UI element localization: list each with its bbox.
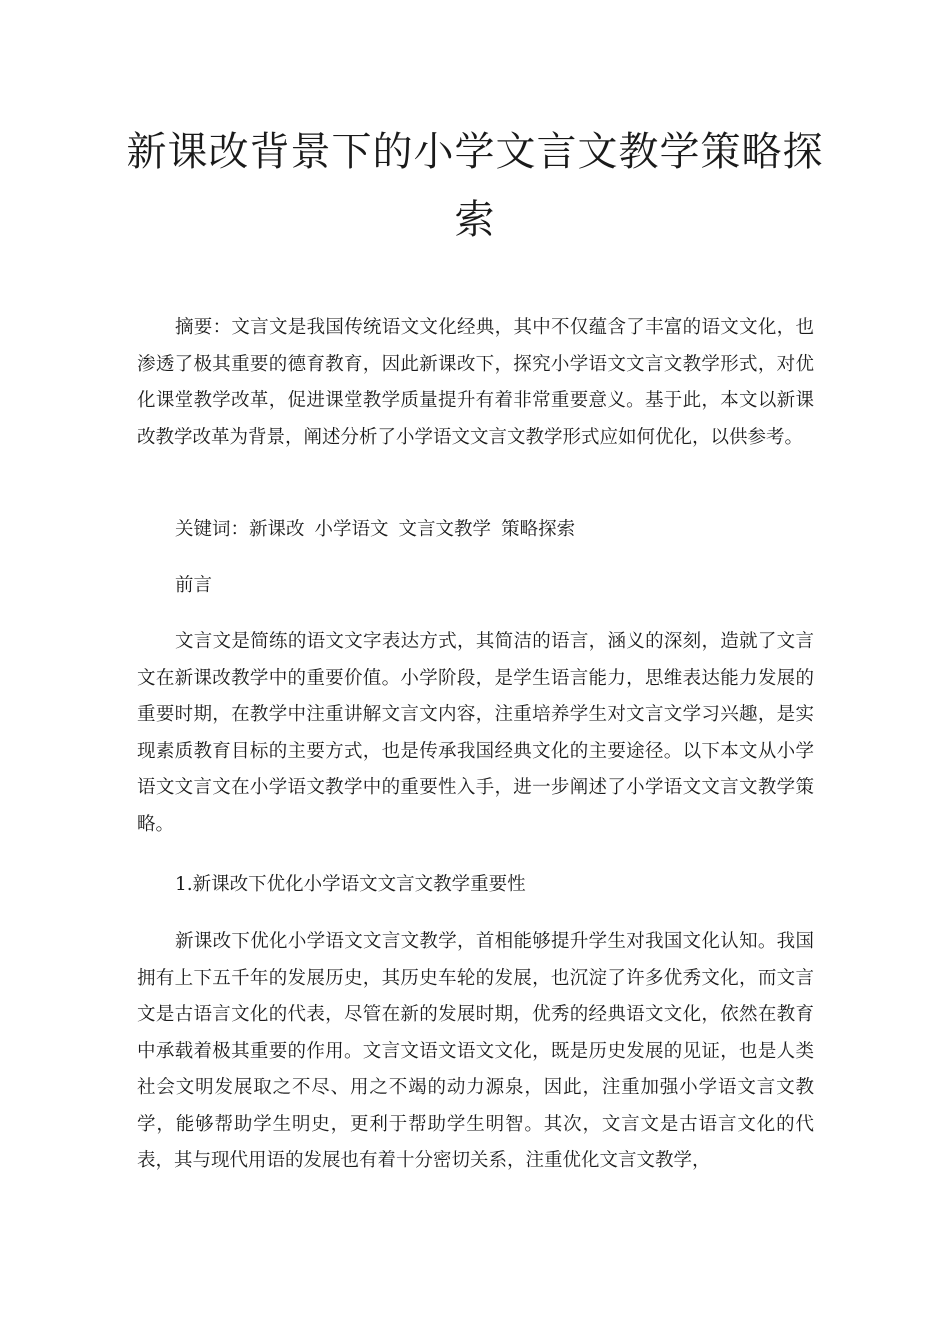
section-1-heading: 1.新课改下优化小学语文文言文教学重要性 xyxy=(175,874,526,895)
preface-paragraph: 文言文是简练的语文文字表达方式，其简洁的语言，涵义的深刻，造就了文言文在新课改教学中的重要价值。小学阶段，是学生语言能力，思维表达能力发展的重要时期，在教学中注重讲解文言文内容，注重培养学生对文言文学习兴趣，是实现素质教育目标的主要方式，也是传承我国经典文化的主要途径。以下本文从小学语文文言文在小学语文教学中的重要性入手，进一步阐述了小学语文文言文教学策略。 xyxy=(137,631,814,835)
document-title xyxy=(120,118,830,254)
keyword-item: 新课改 xyxy=(249,519,305,540)
keyword-item: 小学语文 xyxy=(314,519,389,540)
keywords-line xyxy=(137,512,814,549)
title-line-2: 索 xyxy=(454,197,496,243)
keywords-label: 关键词： xyxy=(175,519,250,540)
keyword-item: 策略探索 xyxy=(501,519,576,540)
title-line-1: 新课改背景下的小学文言文教学策略探 xyxy=(126,129,824,175)
abstract-paragraph: 摘要：文言文是我国传统语文文化经典，其中不仅蕴含了丰富的语文文化，也渗透了极其重要的德育教育，因此新课改下，探究小学语文文言文教学形式，对优化课堂教学改革，促进课堂教学质量提升有着非常重要意义。基于此，本文以新课改教学改革为背景，阐述分析了小学语文文言文教学形式应如何优化，以供参考。 xyxy=(137,317,814,448)
keyword-item: 文言文教学 xyxy=(398,519,492,540)
section-1-paragraph: 新课改下优化小学语文文言文教学，首相能够提升学生对我国文化认知。我国拥有上下五千年的发展历史，其历史车轮的发展，也沉淀了许多优秀文化，而文言文是古语言文化的代表，尽管在新的发展时期，优秀的经典语文文化，依然在教育中承载着极其重要的作用。文言文语文语文文化，既是历史发展的见证，也是人类社会文明发展取之不尽、用之不竭的动力源泉，因此，注重加强小学语文言文教学，能够帮助学生明史，更利于帮助学生明智。其次，文言文是古语言文化的代表，其与现代用语的发展也有着十分密切关系，注重优化文言文教学， xyxy=(137,931,814,1171)
preface-heading: 前言 xyxy=(175,575,213,596)
